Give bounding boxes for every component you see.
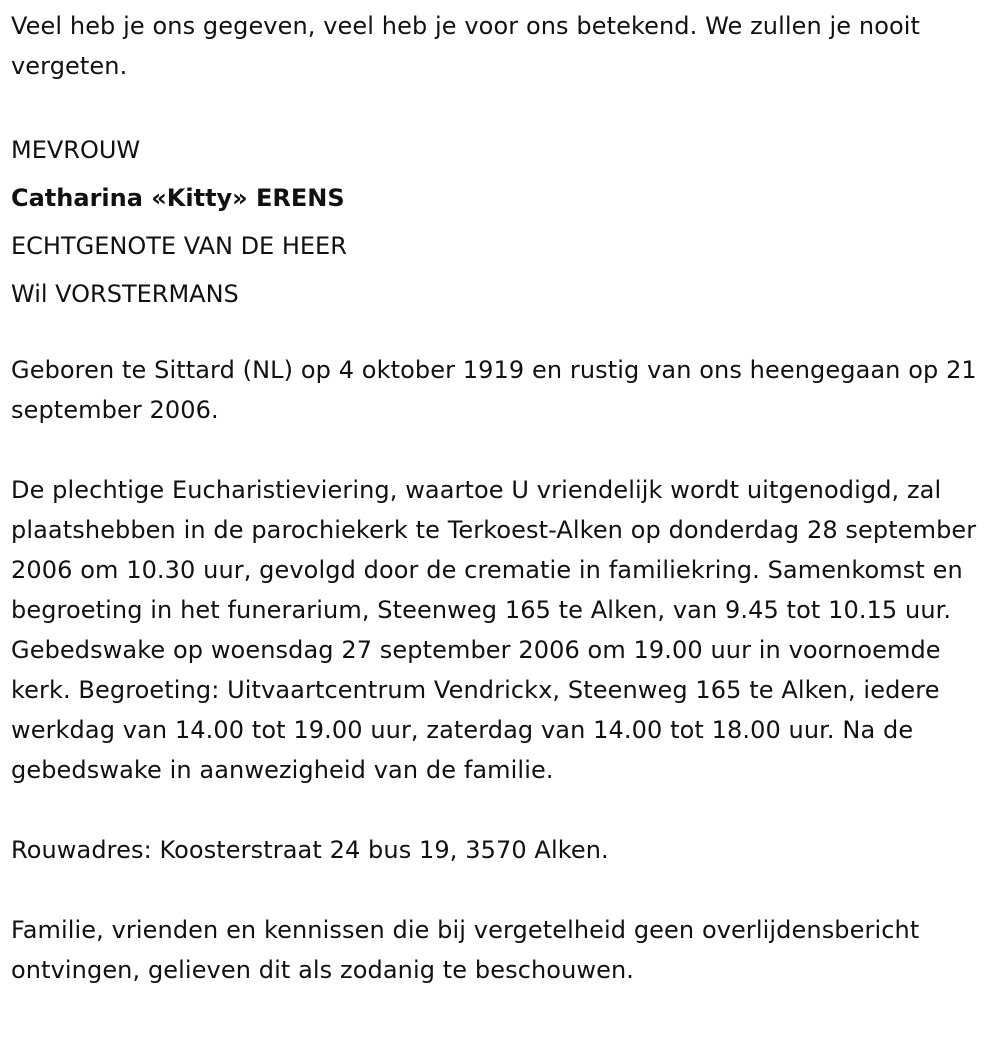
honorific-title: MEVROUW xyxy=(11,136,141,164)
spouse-name: Wil VORSTERMANS xyxy=(11,280,239,308)
notice-text: Familie, vrienden en kennissen die bij vergetelheid geen overlijdensbericht ontvingen, gelieven dit als zodanig te beschouwen. xyxy=(11,916,920,984)
spacer xyxy=(11,86,988,126)
deceased-name: Catharina «Kitty» ERENS xyxy=(11,184,345,212)
birth-death-text: Geboren te Sittard (NL) op 4 oktober 1919 en rustig van ons heengegaan op 21 september 2006. xyxy=(11,356,977,424)
spouse-label: ECHTGENOTE VAN DE HEER xyxy=(11,232,347,260)
spacer xyxy=(11,790,988,830)
intro-text: Veel heb je ons gegeven, veel heb je voor ons betekend. We zullen je nooit vergeten. xyxy=(11,12,921,80)
spacer xyxy=(11,430,988,470)
mourning-address-text: Rouwadres: Koosterstraat 24 bus 19, 3570 Alken. xyxy=(11,836,609,864)
spacer xyxy=(11,318,988,350)
spacer xyxy=(11,870,988,910)
ceremony-text: De plechtige Eucharistieviering, waartoe U vriendelijk wordt uitgenodigd, zal plaatshebben in de parochiekerk te Terkoest-Alken op donderdag 28 september 2006 om 10.30 uur, gevolgd door de crematie in familiekring. Samenkomst en begroeting in het funerarium, Steenweg 165 te Alken, van 9.45 tot 10.15 uur. Gebedswake op woensdag 27 september 2006 om 19.00 uur in voornoemde kerk. Begroeting: Uitvaartcentrum Vendrickx, Steenweg 165 te Alken, iedere werkdag van 14.00 tot 19.00 uur, zaterdag van 14.00 tot 18.00 uur. Na de gebedswake in aanwezigheid van de familie. xyxy=(11,476,977,784)
